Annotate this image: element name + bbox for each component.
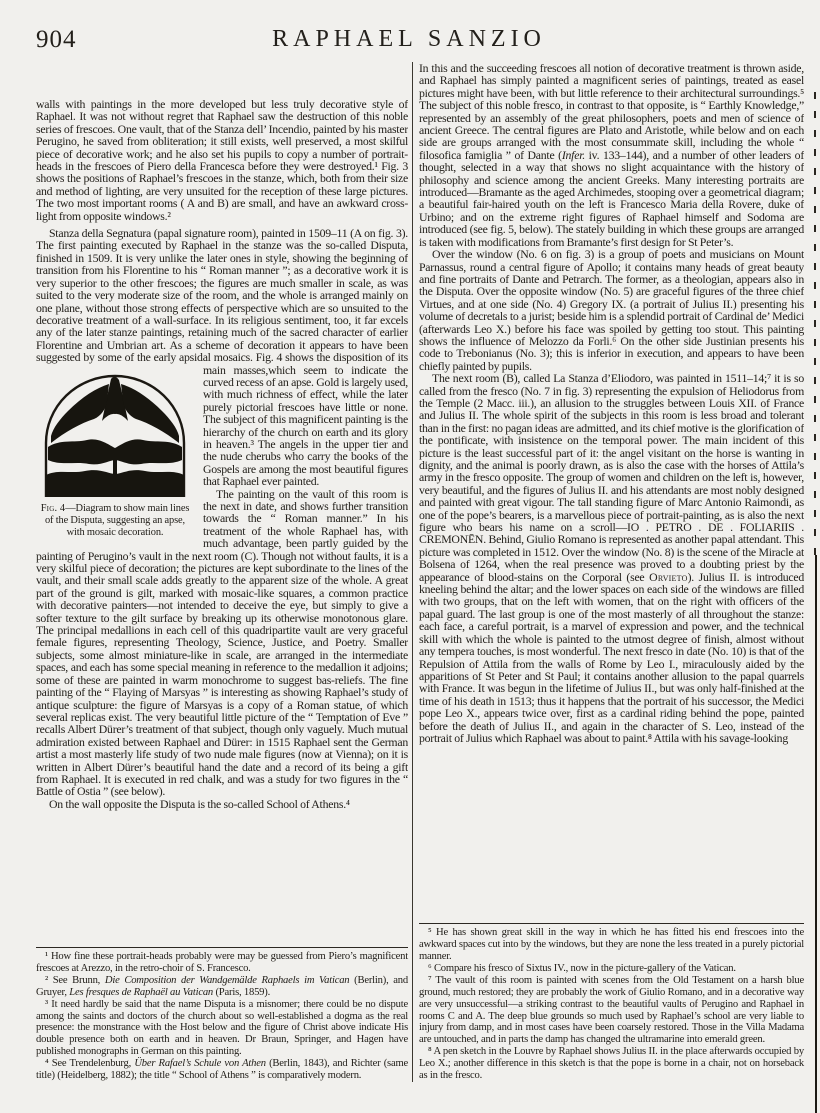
page-edge-line (815, 555, 818, 1113)
paragraph-text: Stanza della Segnatura (papal signature room), painted in 1509–11 (A on fig. 3). The first painting executed by Raphael in the stanze was the so-called Disputa, finished in 1509. It is very unlike the later ones in style, showing the beginning of transition from his Florentine to his “ Roman manner ”; as a decorative work it is very superior to the other frescoes; the figures are much smaller in scale, as was suited to the very moderate size of the room, and the whole is arranged mainly on one plane, without those strong effects of perspective which are so unsuited to the decorative treatment of a wall-surface. In its religious sentiment, too, it far excels any of the later stanze paintings, retaining much of the sacred character of earlier Florentine and Umbrian art. As a scheme of decoration it appears to have been suggested by some of the early apsidal mosaics. Fig. 4 shows the disposition of its main masses, (36, 226, 408, 377)
footnote-8: ⁸ A pen sketch in the Louvre by Raphael shows Julius II. in the place afterwards occupied by Leo X.; another difference in this sketch is that the pope is borne in a chair, not on horseback as in the fresco. (419, 1046, 804, 1082)
paragraph-stanza-eliodoro: The next room (B), called La Stanza d’Eliodoro, was painted in 1511–14;⁷ it is so called from the fresco (No. 7 in fig. 3) representing the expulsion of Heliodorus from the Temple (2 Macc. iii.), an allusion to the struggles between Louis XII. of France and Julius II. The whole spirit of the subjects in this room is less broad and tolerant than in the first: no pagan ideas are admitted, and its chief motive is the glorification of the pontificate, with insistence on the temporal power. The main incident of this picture is the least successful part of it: the angel visitant on the horse is wanting in dignity, and the animal is poorly drawn, as is also the case with the horses of Attila’s army in the fresco opposite. The group of women and children on the left is, however, very beautiful, and the figures of Julius II. and his attendants are most nobly designed and painted with great vigour. The tall standing figure of Marc Antonio Raimondi, as one of the pope’s bearers, is a marvellous piece of portrait-painting, as is also the next figure who bears his name on a scroll—IO . PETRO . DE . FOLIARIIS . CREMONĒN. Behind, Giulio Romano is represented as another papal attendant. This picture was completed in 1512. Over the window (No. 8) is the scene of the Miracle at Bolsena of 1264, when the real presence was proved to a doubting priest by the appearance of blood-stains on the Corporal (see Orvieto). Julius II. is introduced kneeling behind the altar; and the lower spaces on each side of the windows are filled with two groups, that on the left with women, that on the right with officers of the papal guard. The last group is one of the most masterly of all throughout the stanze: each face, a careful portrait, is a marvel of expression and power, and the technical skill with which the whole is painted to the utmost degree of finish, almost without any tempera touches, is most wonderful. The next fresco in date (No. 10) is that of the Repulsion of Attila from the walls of Rome by Leo I., miraculously aided by the apparitions of St Peter and St Paul; it contains another allusion to the papal quarrels with France. It was begun in the lifetime of Julius II., but was only half-finished at the time of his death in 1513; thus it happens that the portrait of his successor, the Medici pope Leo X., appears twice over, first as a cardinal riding behind the pope, painted before the death of Julius II., and again in the character of S. Leo, instead of the portrait of Julius which Raphael was about to paint.⁸ Attila with his savage-looking (419, 371, 804, 745)
figure-caption: Fig. 4—Diagram to show main lines of the Disputa, suggesting an apse, with mosaic decoration. (40, 502, 190, 538)
paragraph-vault-painting: The painting on the vault of this room is the next in date, and shows further transition towards the “ Roman manner.” In his treatment of the whole Raphael has, with much advantage, been partly guided by the painting of Perugino’s vault in the next room (C). Though not without faults, it is a very skilful piece of decoration; the pictures are kept subordinate to the lines of the vault, and their small scale adds greatly to the apparent size of the whole. A great part of the ground is gilt, marked with mosaic-like squares, a common practice with decorative painters—not intended to deceive the eye, but simply to give a softer texture to the gilt surface by breaking up its otherwise monotonous glare. The principal medallions in each cell of this quadripartite vault are very graceful female figures, representing Theology, Science, Justice, and Poetry. Smaller subjects, some almost miniature-like in scale, are arranged in the intermediate spaces, and each has some special meaning in reference to the medallion it adjoins; some of these are painted in warm monochrome to suggest bas-reliefs. The fine painting of the “ Flaying of Marsyas ” is interesting as showing Raphael’s study of antique sculpture: the figure of Marsyas is a copy of a Roman statue, of which several replicas exist. The very beautiful little picture of the “ Temptation of Eve ” recalls Albert Dürer’s treatment of that subject, though only vaguely. Much mutual admiration existed between Raphael and Dürer: in 1515 Raphael sent the German artist a most masterly life study of two nude male figures (now at Vienna); on it is written in Albert Dürer’s beautiful hand the date and a record of its being a gift from Raphael. It is executed in red chalk, and was a study for two figures in the “ Battle of Ostia ” (see below). (36, 486, 408, 799)
footnote-2: ² See Brunn, Die Composition der Wandgemälde Raphaels im Vatican (Berlin), and Gruyer, Les fresques de Raphaël au Vatican (Paris, 1859). (36, 974, 408, 998)
footnote-1: ¹ How fine these portrait-heads probably were may be guessed from Piero’s magnificent frescoes at Arezzo, in the retro-choir of S. Francesco. (36, 951, 408, 974)
column-divider-rule (412, 62, 413, 1082)
figure-4 (36, 367, 194, 540)
footnote-5: ⁵ He has shown great skill in the way in which he has fitted his end frescoes into the awkward spaces cut into by the windows, but they are none the less treated in a purely pictorial manner. (419, 927, 804, 963)
right-column-text (419, 62, 804, 920)
right-footnotes (419, 923, 804, 1082)
footnote-6: ⁶ Compare his fresco of Sixtus IV., now in the picture-gallery of the Vatican. (428, 962, 736, 974)
left-column-text (36, 62, 408, 944)
right-column (419, 62, 812, 1082)
page-number: 904 (36, 26, 77, 53)
left-column (36, 62, 408, 1082)
paragraph-continuation: walls with paintings in the more developed but less truly decorative style of Raphael. It was not without regret that Raphael saw the destruction of this noble series of frescoes. One vault, that of the Stanza dell’ Incendio, painted by his master Perugino, he saved from obliteration; it still exists, well preserved, a most skilful piece of decorative work; and he also set his pupils to copy a number of portrait-heads in the frescoes of Piero della Francesca before they were destroyed.¹ Fig. 3 shows the positions of Raphael’s frescoes in the stanze, which, both from their size and method of lighting, are very unsuited for the reception of these large pictures. The two most important rooms ( A and B) are small, and have an awkward cross-light from opposite windows.² (36, 97, 408, 223)
two-column-layout (36, 62, 812, 1082)
footnote-3: ³ It need hardly be said that the name Disputa is a misnomer; there could be no dispute among the saints and doctors of the church about so well-established a dogma as the real presence: the monstrance with the Host below and the figure of Christ above indicate His double presence both on earth and in heaven. Dr Braun, Springer, and Hagen have published monographs in German on this painting. (36, 998, 408, 1058)
left-footnotes (36, 947, 408, 1082)
paragraph-parnassus: Over the window (No. 6 on fig. 3) is a group of poets and musicians on Mount Parnassus, round a central figure of Apollo; it contains many heads of great beauty and fine portraits of Dante and Petrarch. The former, as a theologian, appears also in the Disputa. Over the opposite window (No. 5) are graceful figures of the three chief Virtues, and at one side (No. 4) Gregory IX. (a portrait of Julius II.) presenting his volume of decretals to a jurist; beside him is a splendid portrait of Cardinal de’ Medici (afterwards Leo X.) before his face was spoiled by getting too stout. This painting shows the influence of Melozzo da Forli.⁶ On the other side Justinian presents his code to Trebonianus (No. 3); this is inferior in execution, and appears to have been chiefly painted by pupils. (419, 247, 804, 373)
page-edge-tick-marks (814, 92, 816, 562)
page-title: RAPHAEL SANZIO (272, 26, 546, 52)
footnote-4: ⁴ See Trendelenburg, Über Rafael’s Schule von Athen (Berlin, 1843), and Richter (same title) (Heidelberg, 1882); the title “ School of Athens ” is comparatively modern. (36, 1058, 408, 1082)
footnote-7: ⁷ The vault of this room is painted with scenes from the Old Testament on a harsh blue ground, much restored; they are probably the work of Giulio Romano, and in a decorative way are very unsuccessful—a striking contrast to the beautiful vaults of Perugino and Raphael in rooms C and A. The deep blue grounds so much used by Raphael’s school are very liable to injury from damp, and in most cases have been coarsely restored. Those in the Villa Madama are untouched, and in parts the damp has changed the ultramarine into emerald green. (419, 974, 804, 1046)
paragraph-school-of-athens: On the wall opposite the Disputa is the so-called School of Athens.⁴ (49, 796, 350, 811)
apse-diagram-figure (40, 367, 190, 499)
paragraph-text: which seem to indicate the curved recess of an apse. Gold is largely used, with much richness of effect, while the later purely pictorial frescoes have little or none. The subject of this magnificent painting is the hierarchy of the church on earth and its glory in heaven.³ The angels in the upper tier and the nude cherubs who carry the books of the Gospels are among the most beautiful figures that Raphael ever painted. (203, 362, 408, 489)
paragraph-school-athens-description: In this and the succeeding frescoes all notion of decorative treatment is thrown aside, and Raphael has simply painted a magnificent series of paintings, treated as easel pictures might have been, with but little reference to their architectural surroundings.⁵ The subject of this noble fresco, in contrast to that opposite, is “ Earthly Knowledge,” represented by an assembly of the great philosophers, poets and men of science of ancient Greece. The central figures are Plato and Aristotle, while below and on each side are groups arranged with the most consummate skill, including the whole “ filosofica famiglia ” of Dante (Infer. iv. 133–144), and a number of other leaders of thought, selected in a way that shows no slight acquaintance with the history of philosophy and science among the ancient Greeks. Many interesting portraits are introduced—Bramante as the aged Archimedes, stooping over a geometrical diagram; a beautiful fair-haired youth on the left is Francesco Maria della Rovere, duke of Urbino; and on the extreme right figures of Raphael himself and Sodoma are introduced (see fig. 5, below). The stately building in which these groups are arranged is taken with modifications from Bramante’s first design for St Peter’s. (419, 62, 804, 249)
paragraph-stanza-segnatura (36, 226, 408, 538)
